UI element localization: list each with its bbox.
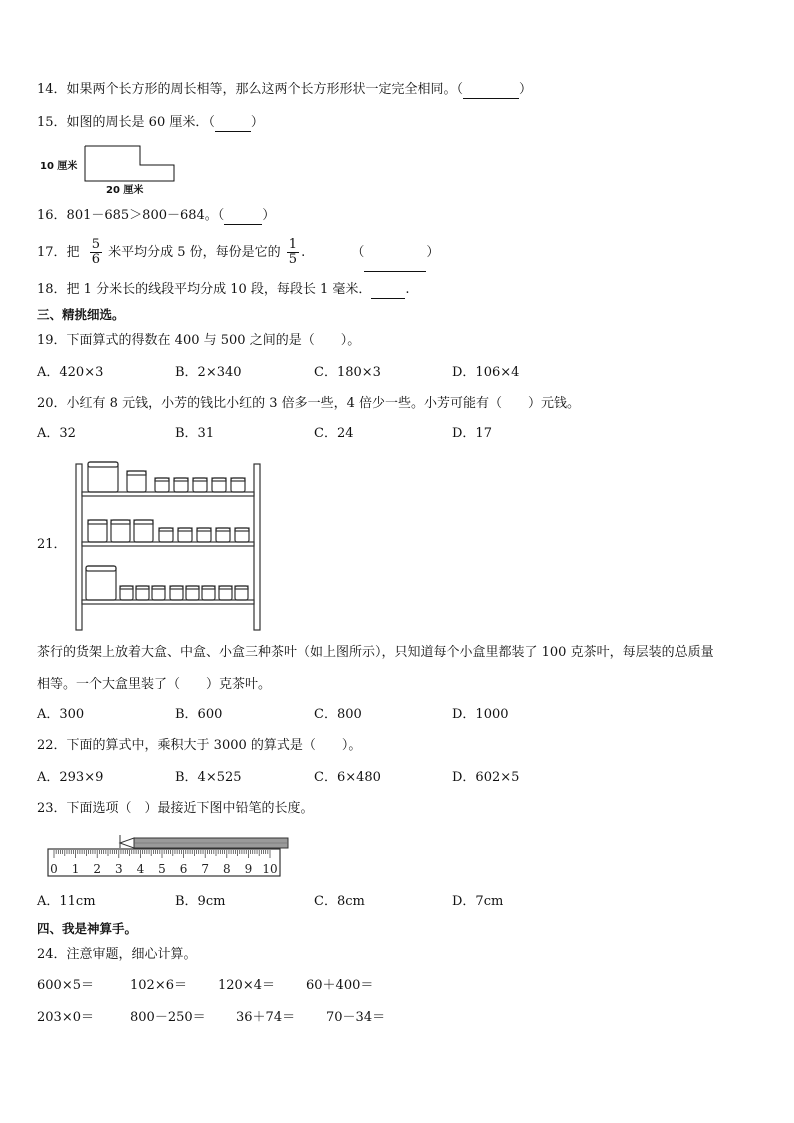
fraction-denominator: 5 <box>288 252 298 267</box>
period: . <box>301 245 306 260</box>
fraction-numerator: 1 <box>288 237 298 252</box>
option-c[interactable]: C．24 <box>314 426 354 441</box>
ruler-tick-label: 3 <box>114 862 123 876</box>
option-a[interactable]: A．420×3 <box>37 365 104 380</box>
calc-item: 203×0＝ <box>37 1010 94 1025</box>
question-24-text: 24．注意审题，细心计算。 <box>37 947 197 962</box>
figure-label-left: 10 厘米 <box>40 161 78 172</box>
ruler-tick-label: 10 <box>262 862 278 876</box>
close-paren: ） <box>426 245 440 260</box>
close-paren: ） <box>262 208 276 223</box>
close-paren: ） <box>250 115 264 130</box>
question-23-text: 23．下面选项（ ）最接近下图中铅笔的长度。 <box>37 801 314 816</box>
answer-blank-17[interactable] <box>364 257 426 272</box>
question-18 <box>37 281 410 299</box>
question-21-text-2: 相等。一个大盒里装了（ ）克茶叶。 <box>37 677 272 692</box>
ruler-tick-label: 9 <box>244 862 253 876</box>
ruler-tick-label: 4 <box>136 862 145 876</box>
step-shape-figure <box>84 145 176 183</box>
calc-item: 60＋400＝ <box>306 978 374 993</box>
option-d[interactable]: D．602×5 <box>452 770 520 785</box>
section-4-heading: 四、我是神算手。 <box>37 921 138 936</box>
option-d[interactable]: D．1000 <box>452 707 509 722</box>
question-18-text: 18．把 1 分米长的线段平均分成 10 段，每段长 1 毫米． <box>37 282 372 297</box>
question-14-text: 14．如果两个长方形的周长相等，那么这两个长方形形状一定完全相同。（ <box>37 82 464 97</box>
answer-blank-15[interactable] <box>215 117 251 132</box>
question-21-number: 21． <box>37 537 67 552</box>
option-b[interactable]: B．600 <box>175 707 223 722</box>
question-14 <box>37 81 532 99</box>
calc-item: 600×5＝ <box>37 978 94 993</box>
question-17-middle: 米平均分成 5 份，每份是它的 <box>108 245 281 260</box>
fraction-numerator: 5 <box>91 237 100 252</box>
option-b[interactable]: B．31 <box>175 426 215 441</box>
option-b[interactable]: B．9cm <box>175 894 226 909</box>
answer-blank-16[interactable] <box>224 210 262 225</box>
tea-shelf-figure <box>74 456 264 632</box>
option-a[interactable]: A．293×9 <box>37 770 104 785</box>
calc-item: 70－34＝ <box>326 1010 386 1025</box>
answer-blank-18[interactable] <box>371 284 405 299</box>
option-c[interactable]: C．8cm <box>314 894 365 909</box>
question-19-text: 19．下面算式的得数在 400 与 500 之间的是（ ）。 <box>37 333 361 348</box>
question-22-text: 22．下面的算式中，乘积大于 3000 的算式是（ ）。 <box>37 738 362 753</box>
fraction-denominator: 6 <box>91 252 100 267</box>
question-20-text: 20．小红有 8 元钱，小芳的钱比小红的 3 倍多一些，4 倍少一些。小芳可能有（ ）元钱。 <box>37 396 581 411</box>
calc-item: 800－250＝ <box>130 1010 206 1025</box>
close-paren: ） <box>519 82 533 97</box>
open-paren: （ <box>351 245 365 260</box>
option-a[interactable]: A．11cm <box>37 894 96 909</box>
ruler-tick-label: 2 <box>93 862 102 876</box>
figure-label-bottom: 20 厘米 <box>106 185 144 196</box>
question-17-prefix: 17．把 <box>37 245 80 260</box>
ruler-tick-label: 1 <box>71 862 80 876</box>
question-15 <box>37 114 264 132</box>
option-d[interactable]: D．17 <box>452 426 492 441</box>
question-16 <box>37 207 275 225</box>
fraction-5-6 <box>90 238 102 267</box>
section-3-heading: 三、精挑细选。 <box>37 307 125 322</box>
ruler-tick-label: 5 <box>158 862 166 876</box>
option-d[interactable]: D．106×4 <box>452 365 520 380</box>
question-17 <box>37 234 439 272</box>
ruler-tick-label: 6 <box>179 862 188 876</box>
period: . <box>405 282 410 297</box>
option-b[interactable]: B．2×340 <box>175 365 242 380</box>
option-a[interactable]: A．300 <box>37 707 85 722</box>
option-c[interactable]: C．180×3 <box>314 365 381 380</box>
ruler-tick-label: 7 <box>201 862 210 876</box>
question-21-text-1: 茶行的货架上放着大盒、中盒、小盒三种茶叶（如上图所示），只知道每个小盒里都装了 100 克茶叶，每层装的总质量 <box>37 645 714 660</box>
option-c[interactable]: C．800 <box>314 707 362 722</box>
calc-item: 102×6＝ <box>130 978 187 993</box>
question-15-text: 15．如图的周长是 60 厘米．（ <box>37 115 215 130</box>
option-d[interactable]: D．7cm <box>452 894 504 909</box>
option-b[interactable]: B．4×525 <box>175 770 242 785</box>
ruler-tick-label: 8 <box>222 862 231 876</box>
fraction-1-5 <box>287 238 299 267</box>
ruler-tick-label: 0 <box>50 862 58 876</box>
calc-item: 36＋74＝ <box>236 1010 296 1025</box>
ruler-pencil-figure <box>46 834 292 880</box>
answer-blank-14[interactable] <box>463 84 519 99</box>
calc-item: 120×4＝ <box>218 978 275 993</box>
option-a[interactable]: A．32 <box>37 426 76 441</box>
option-c[interactable]: C．6×480 <box>314 770 381 785</box>
question-16-text: 16．801－685＞800－684。（ <box>37 208 225 223</box>
